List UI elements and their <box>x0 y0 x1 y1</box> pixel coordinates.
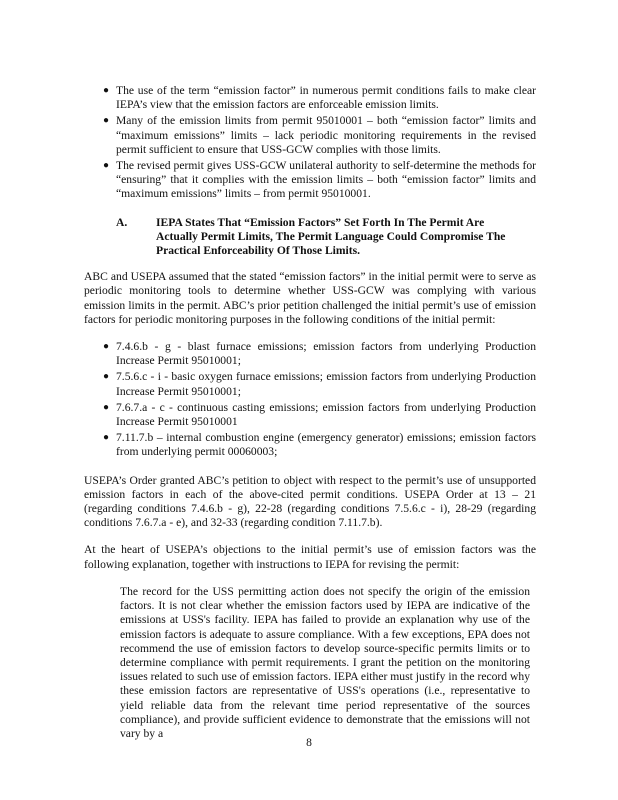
bullet-icon: ● <box>103 85 110 96</box>
bullet-icon: ● <box>103 371 110 383</box>
bullet-text: The revised permit gives USS-GCW unilateral authority to self-determine the methods for “ensuring” that it complies with the emission limits – both “emission factor” limits and “maximum emissions” limits – from permit 95010001. <box>116 159 536 201</box>
block-quote: The record for the USS permitting action does not specify the origin of the emission factors. It is not clear whether the emission factors used by IEPA are indicative of the emissions at USS's facility. IEPA has failed to provide an explanation why use of the emission factors is adequate to assure compliance. With a few exceptions, EPA does not recommend the use of emission factors to develop source-specific permits limits or to determine compliance with permit requirements. I grant the petition on the monitoring issues related to such use of emission factors. IEPA either must justify in the record why these emission factors are representative of USS's operations (i.e., representative to yield reliable data from the relevant time period representative of the sources compliance), and provide sufficient evidence to demonstrate that the emissions will not vary by a <box>120 584 530 740</box>
conditions-bullet-list <box>84 340 536 460</box>
section-letter: A. <box>116 215 128 229</box>
page-content <box>84 84 536 741</box>
bullet-icon: ● <box>103 160 110 172</box>
bullet-text: The use of the term “emission factor” in numerous permit conditions fails to make clear IEPA’s view that the emission factors are enforceable emission limits. <box>116 84 536 112</box>
section-heading <box>84 216 536 259</box>
paragraph-intro: ABC and USEPA assumed that the stated “emission factors” in the initial permit were to serve as periodic monitoring tools to determine whether USS-GCW was complying with various emission limits in the permit. ABC’s prior petition challenged the initial permit’s use of emission factors for periodic monitoring purposes in the following conditions of the initial permit: <box>84 270 536 326</box>
paragraph-order: USEPA’s Order granted ABC’s petition to object with respect to the permit’s use of unsupported emission factors in each of the above-cited permit conditions. USEPA Order at 13 – 21 (regarding conditions 7.4.6.b - g), 22-28 (regarding conditions 7.5.6.c - i), 28-29 (regarding conditions 7.6.7.a - e), and 32-33 (regarding condition 7.11.7.b). <box>84 473 536 530</box>
summary-bullet-list <box>84 84 536 202</box>
list-item <box>84 401 536 429</box>
paragraph-objections: At the heart of USEPA’s objections to the initial permit’s use of emission factors was the following explanation, together with instructions to IEPA for revising the permit: <box>84 543 536 571</box>
list-item <box>84 370 536 398</box>
section-title: IEPA States That “Emission Factors” Set Forth In The Permit Are Actually Permit Limits, The Permit Language Could Compromise The Practical Enforceability Of Those Limits. <box>156 215 506 258</box>
list-item <box>84 340 536 368</box>
list-item <box>84 84 536 112</box>
list-item <box>84 431 536 459</box>
bullet-text: 7.6.7.a - c - continuous casting emissions; emission factors from underlying Production Increase Permit 95010001 <box>116 400 536 429</box>
bullet-icon: ● <box>103 341 110 353</box>
bullet-text: 7.4.6.b - g - blast furnace emissions; emission factors from underlying Production Increase Permit 95010001; <box>116 340 536 368</box>
bullet-text: Many of the emission limits from permit 95010001 – both “emission factor” limits and “maximum emissions” limits – lack periodic monitoring requirements in the revised permit sufficient to ensure that USS-GCW complies with those limits. <box>116 114 536 156</box>
page-number: 8 <box>306 736 312 749</box>
bullet-text: 7.11.7.b – internal combustion engine (emergency generator) emissions; emission factors from underlying permit 00060003; <box>116 431 536 459</box>
bullet-icon: ● <box>103 115 110 127</box>
bullet-icon: ● <box>103 401 110 413</box>
list-item <box>84 114 536 157</box>
bullet-icon: ● <box>103 432 110 444</box>
bullet-text: 7.5.6.c - i - basic oxygen furnace emissions; emission factors from underlying Production Increase Permit 95010001; <box>116 370 536 398</box>
list-item <box>84 159 536 202</box>
